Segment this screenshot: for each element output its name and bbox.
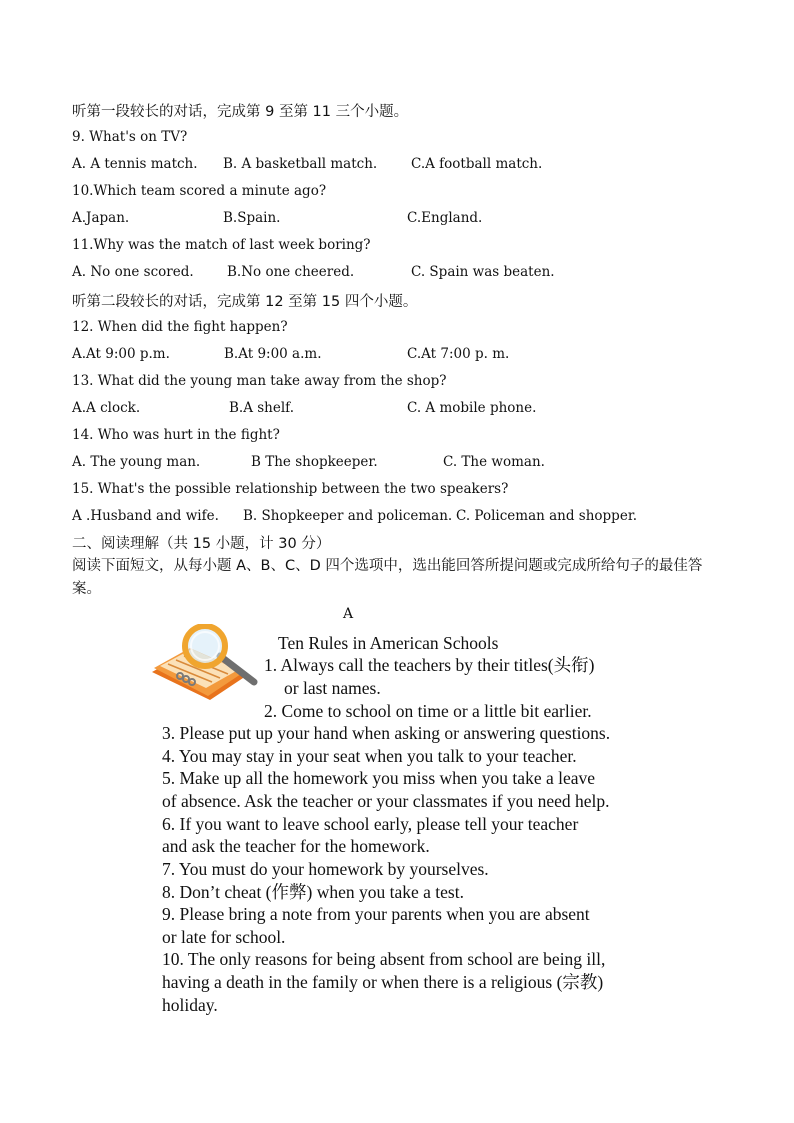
rule-line: 8. Don’t cheat (作弊) when you take a test.	[162, 882, 464, 902]
rule-line: 7. You must do your homework by yourselves.	[162, 859, 489, 879]
rule-line: 5. Make up all the homework you miss when you take a leave	[162, 768, 596, 788]
section-intro-1: 听第一段较长的对话，完成第 9 至第 11 三个小题。	[72, 104, 409, 120]
question-10: 10.Which team scored a minute ago?	[72, 183, 327, 199]
part-two-title: 二、阅读理解（共 15 小题，计 30 分）	[72, 536, 331, 552]
rule-line: and ask the teacher for the homework.	[162, 836, 430, 856]
option-a: A.At 9:00 p.m.	[72, 346, 170, 362]
option-c: C.At 7:00 p. m.	[407, 346, 510, 362]
question-15: 15. What's the possible relationship between the two speakers?	[72, 481, 509, 497]
option-c: C.A football match.	[411, 156, 543, 172]
question-9: 9. What's on TV?	[72, 129, 188, 145]
question-11: 11.Why was the match of last week boring?	[72, 237, 371, 253]
rule-line: holiday.	[162, 995, 218, 1015]
option-c: C. A mobile phone.	[407, 400, 537, 416]
option-b: B.No one cheered.	[227, 264, 355, 280]
question-14: 14. Who was hurt in the fight?	[72, 427, 280, 443]
option-a: A. A tennis match.	[72, 156, 198, 172]
rule-line: of absence. Ask the teacher or your classmates if you need help.	[162, 791, 610, 811]
rule-line: 10. The only reasons for being absent from school are being ill,	[162, 949, 606, 969]
option-b: B. A basketball match.	[223, 156, 378, 172]
rule-line: 4. You may stay in your seat when you talk to your teacher.	[162, 746, 577, 766]
option-a: A. No one scored.	[72, 264, 194, 280]
rule-line: 2. Come to school on time or a little bit earlier.	[264, 701, 592, 721]
passage-label: A	[343, 606, 354, 622]
option-c: C.England.	[407, 210, 483, 226]
magnifier-notebook-icon	[150, 624, 260, 704]
part-two-instruction: 阅读下面短文，从每小题 A、B、C、D 四个选项中，选出能回答所提问题或完成所给句子的最佳答案。	[72, 558, 703, 597]
option-c: C. Spain was beaten.	[411, 264, 555, 280]
rule-line: 6. If you want to leave school early, please tell your teacher	[162, 814, 579, 834]
rule-line: 9. Please bring a note from your parents when you are absent	[162, 904, 590, 924]
rule-line: having a death in the family or when there is a religious (宗教)	[162, 972, 604, 992]
rule-line: 1. Always call the teachers by their titles(头衔)	[264, 655, 595, 675]
option-a: A.A clock.	[72, 400, 141, 416]
question-13: 13. What did the young man take away from the shop?	[72, 373, 447, 389]
rule-line: or last names.	[284, 678, 381, 698]
option-b: B The shopkeeper.	[251, 454, 378, 470]
rule-line: 3. Please put up your hand when asking or answering questions.	[162, 723, 611, 743]
passage-title: Ten Rules in American Schools	[278, 633, 499, 653]
option-b: B.At 9:00 a.m.	[224, 346, 322, 362]
option-a: A .Husband and wife.	[72, 508, 219, 524]
option-c: C. Policeman and shopper.	[456, 508, 638, 524]
option-c: C. The woman.	[443, 454, 545, 470]
option-b: B. Shopkeeper and policeman.	[243, 508, 453, 524]
rule-line: or late for school.	[162, 927, 286, 947]
option-b: B.Spain.	[223, 210, 281, 226]
option-a: A. The young man.	[72, 454, 201, 470]
option-a: A.Japan.	[72, 210, 130, 226]
section-intro-2: 听第二段较长的对话，完成第 12 至第 15 四个小题。	[72, 294, 418, 310]
option-b: B.A shelf.	[229, 400, 294, 416]
question-12: 12. When did the fight happen?	[72, 319, 288, 335]
